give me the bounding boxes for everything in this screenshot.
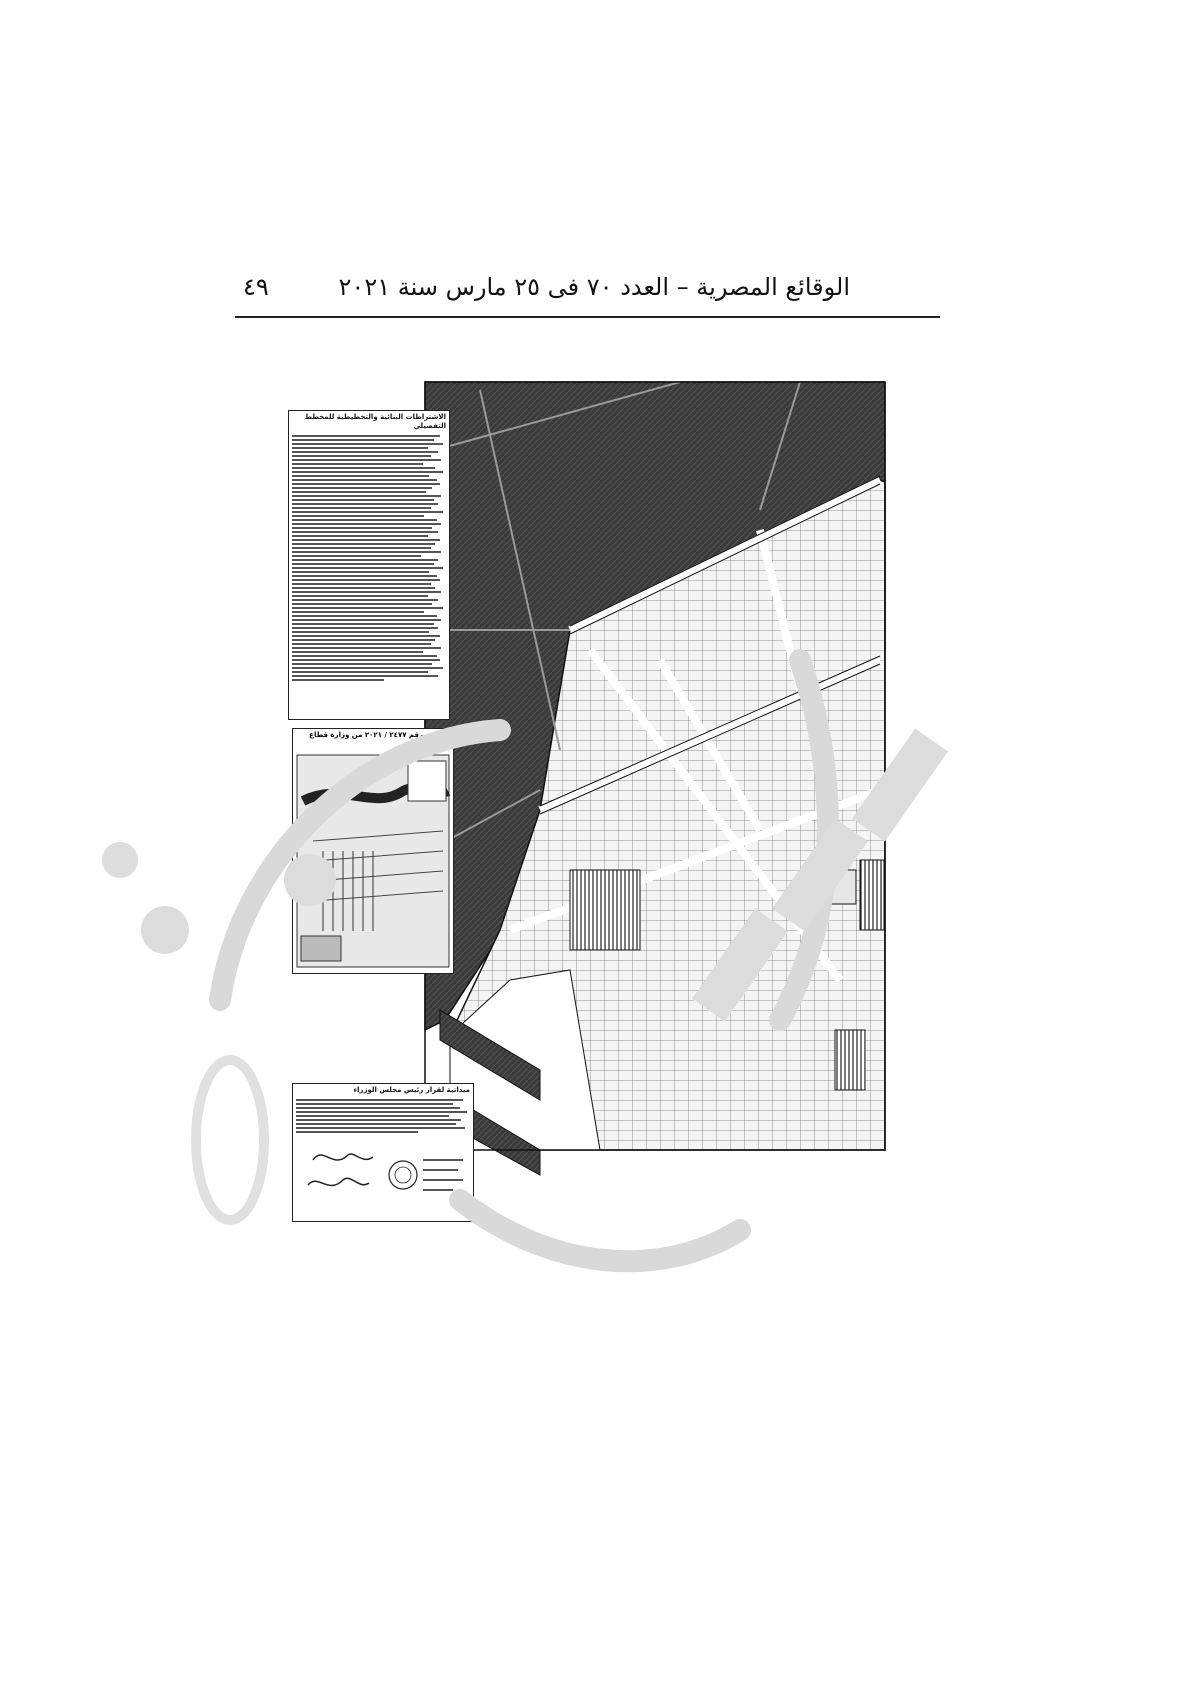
page-header: [235, 265, 940, 317]
gazette-title: الوقائع المصرية – العدد ٧٠ فى ٢٥ مارس سنة ٢٠٢١: [338, 273, 850, 301]
page-number: ٤٩: [243, 273, 269, 301]
header-rule: [235, 316, 940, 318]
inset-drawing: [293, 751, 453, 971]
inset-caption: مرفقة برقم ٢٤٧٧ / ٢٠٢١ من وزارة قطاع إسكان: [309, 731, 451, 748]
notice-top-lines: [289, 435, 449, 681]
notice-top-heading: الاشتراطات البنائية والتخطيطية للمخطط التفصيلي: [304, 413, 446, 430]
notice-box-top: [288, 410, 450, 720]
notice-bottom-lines: [293, 1099, 473, 1133]
notice-bottom-heading: ميدانية لقرار رئيس مجلس الوزراء: [353, 1086, 470, 1094]
notice-box-bottom: [292, 1083, 474, 1222]
inset-location-map: [292, 728, 454, 974]
signatures-and-seal: [293, 1135, 473, 1205]
